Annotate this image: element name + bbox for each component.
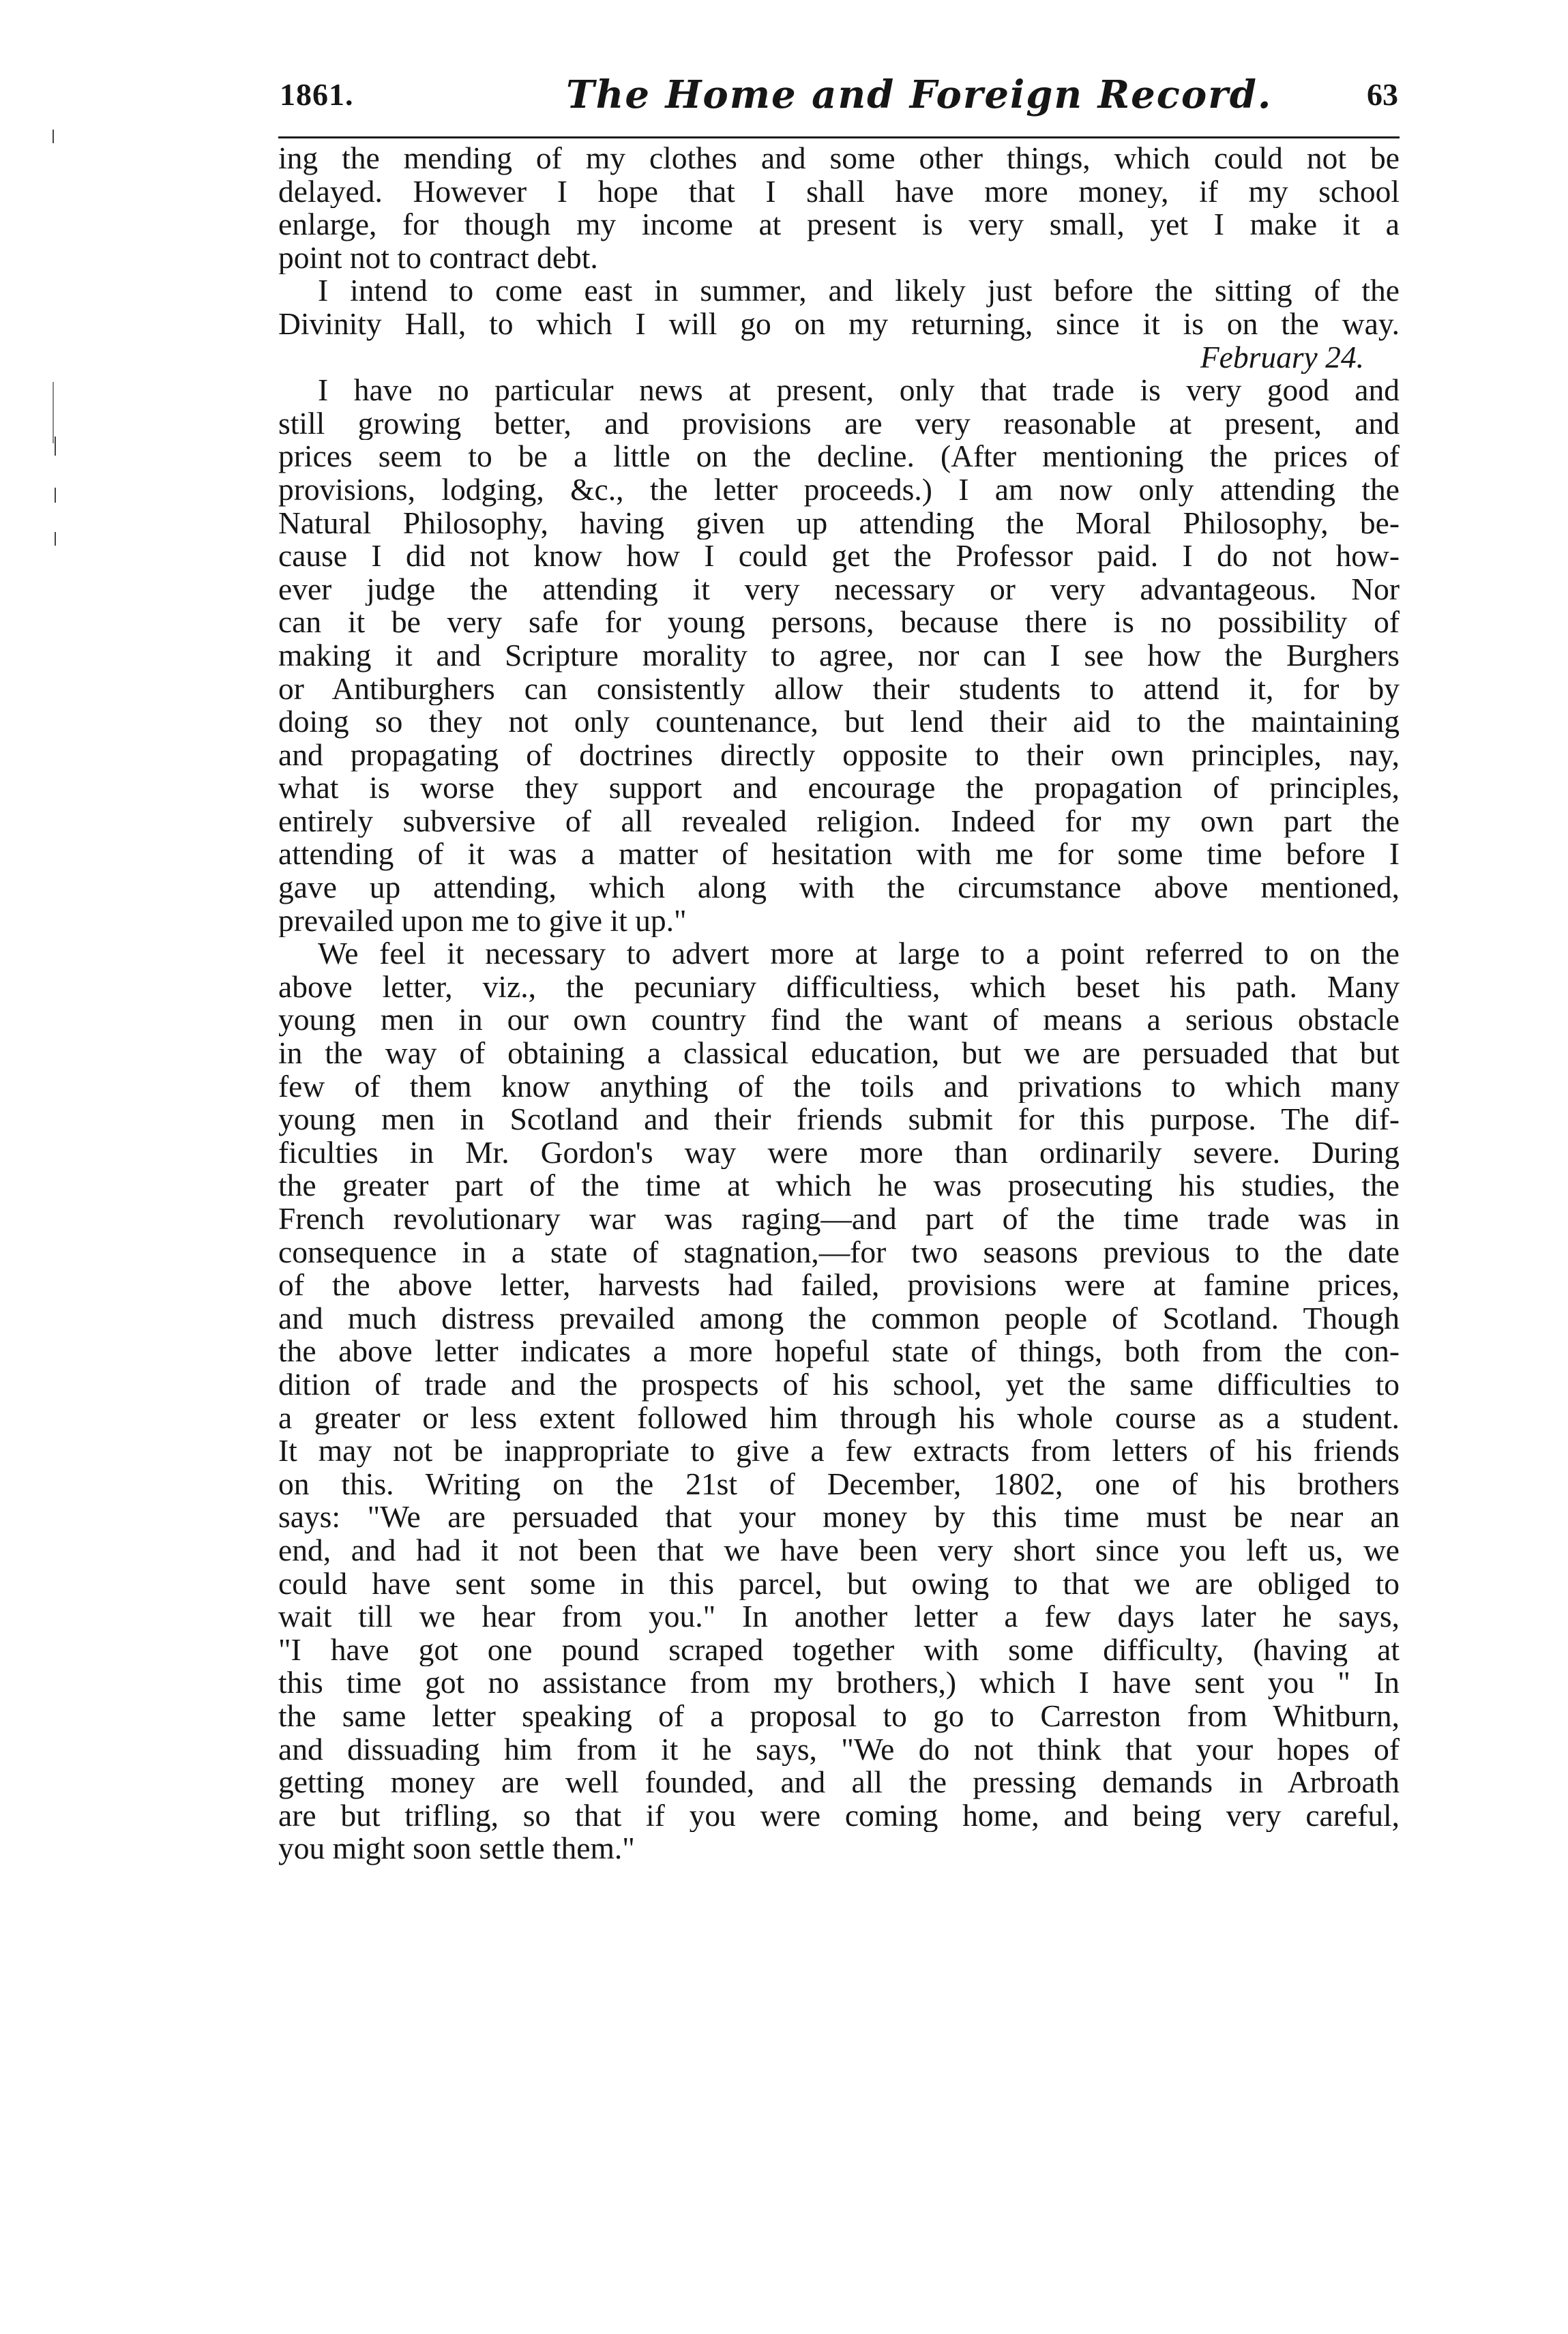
text-line: and propagating of doctrines directly opposite to their own principles, nay,: [278, 738, 1400, 772]
text-line: above letter, viz., the pecuniary difficultiess, which beset his path. Many: [278, 970, 1400, 1004]
text-line: point not to contract debt.: [278, 241, 598, 275]
text-line: "I have got one pound scraped together with some difficulty, (having at: [278, 1633, 1400, 1667]
gutter-mark: [55, 532, 56, 546]
page-number: 63: [1367, 77, 1398, 112]
text-line: Divinity Hall, to which I will go on my returning, since it is on the way.: [278, 307, 1400, 341]
text-line: still growing better, and provisions are very reasonable at present, and: [278, 407, 1400, 441]
text-line: dition of trade and the prospects of his school, yet the same difficulties to: [278, 1368, 1400, 1402]
text-line: on this. Writing on the 21st of December, 1802, one of his brothers: [278, 1467, 1400, 1501]
text-line: are but trifling, so that if you were coming home, and being very careful,: [278, 1799, 1400, 1833]
text-line: ever judge the attending it very necessary or very advantageous. Nor: [278, 572, 1400, 606]
text-line: can it be very safe for young persons, because there is no possibility of: [278, 606, 1400, 639]
text-line: cause I did not know how I could get the Professor paid. I do not how-: [278, 540, 1400, 573]
text-line: or Antiburghers can consistently allow their students to attend it, for by: [278, 672, 1400, 706]
text-line: you might soon settle them.": [278, 1832, 635, 1865]
text-line: consequence in a state of stagnation,—for two seasons previous to the date: [278, 1235, 1400, 1269]
text-line: young men in our own country find the want of means a serious obstacle: [278, 1003, 1400, 1037]
text-line: prevailed upon me to give it up.": [278, 904, 687, 938]
text-line: ficulties in Mr. Gordon's way were more than ordinarily severe. During: [278, 1136, 1400, 1170]
letter-date: February 24.: [1200, 340, 1364, 374]
text-line: I have no particular news at present, only that trade is very good and: [318, 374, 1400, 407]
text-line: delayed. However I hope that I shall have more money, if my school: [278, 175, 1400, 209]
text-line: prices seem to be a little on the decline. (After mentioning the prices of: [278, 440, 1400, 473]
text-line: Natural Philosophy, having given up attending the Moral Philosophy, be-: [278, 506, 1400, 540]
text-line: ing the mending of my clothes and some other things, which could not be: [278, 142, 1400, 175]
gutter-mark: [55, 488, 56, 503]
text-line: enlarge, for though my income at present is very small, yet I make it a: [278, 208, 1400, 241]
gutter-mark: [53, 382, 54, 443]
text-line: few of them know anything of the toils and privations to which many: [278, 1069, 1400, 1104]
article-body: [278, 142, 1400, 1865]
text-line: attending of it was a matter of hesitation with me for some time before I: [278, 838, 1400, 872]
text-line: and dissuading him from it he says, "We do not think that your hopes of: [278, 1732, 1400, 1767]
text-line: making it and Scripture morality to agree, nor can I see how the Burghers: [278, 638, 1400, 673]
text-line: young men in Scotland and their friends submit for this purpose. The dif-: [278, 1103, 1400, 1136]
text-line: French revolutionary war was raging—and part of the time trade was in: [278, 1202, 1400, 1236]
text-line: I intend to come east in summer, and likely just before the sitting of the: [318, 274, 1400, 308]
text-line: and much distress prevailed among the common people of Scotland. Though: [278, 1301, 1400, 1335]
text-line: doing so they not only countenance, but lend their aid to the maintaining: [278, 705, 1400, 739]
gutter-mark: [53, 130, 54, 143]
text-line: wait till we hear from you." In another letter a few days later he says,: [278, 1600, 1400, 1634]
header-year: 1861.: [280, 77, 354, 112]
text-line: the above letter indicates a more hopeful state of things, both from the con-: [278, 1335, 1400, 1368]
text-line: of the above letter, harvests had failed, provisions were at famine prices,: [278, 1269, 1400, 1302]
journal-title: The Home and Foreign Record.: [566, 72, 1273, 117]
text-line: entirely subversive of all revealed religion. Indeed for my own part the: [278, 804, 1400, 838]
text-line: says: "We are persuaded that your money by this time must be near an: [278, 1501, 1400, 1534]
text-line: could have sent some in this parcel, but owing to that we are obliged to: [278, 1567, 1400, 1601]
text-line: It may not be inappropriate to give a few extracts from letters of his friends: [278, 1434, 1400, 1468]
text-line: We feel it necessary to advert more at large to a point referred to on the: [318, 937, 1400, 971]
text-line: getting money are well founded, and all the pressing demands in Arbroath: [278, 1766, 1400, 1799]
text-line: in the way of obtaining a classical education, but we are persuaded that but: [278, 1037, 1400, 1070]
text-line: end, and had it not been that we have been very short since you left us, we: [278, 1533, 1400, 1567]
header-rule: [278, 136, 1400, 138]
running-head: [280, 72, 1398, 131]
text-line: gave up attending, which along with the circumstance above mentioned,: [278, 871, 1400, 904]
text-line: the same letter speaking of a proposal to go to Carreston from Whitburn,: [278, 1699, 1400, 1733]
text-line: what is worse they support and encourage the propagation of principles,: [278, 771, 1400, 805]
text-line: this time got no assistance from my brothers,) which I have sent you " In: [278, 1666, 1400, 1700]
text-line: the greater part of the time at which he was prosecuting his studies, the: [278, 1169, 1400, 1202]
text-line: a greater or less extent followed him through his whole course as a student.: [278, 1401, 1400, 1435]
text-line: provisions, lodging, &c., the letter proceeds.) I am now only attending the: [278, 473, 1400, 507]
gutter-mark: [55, 437, 56, 456]
